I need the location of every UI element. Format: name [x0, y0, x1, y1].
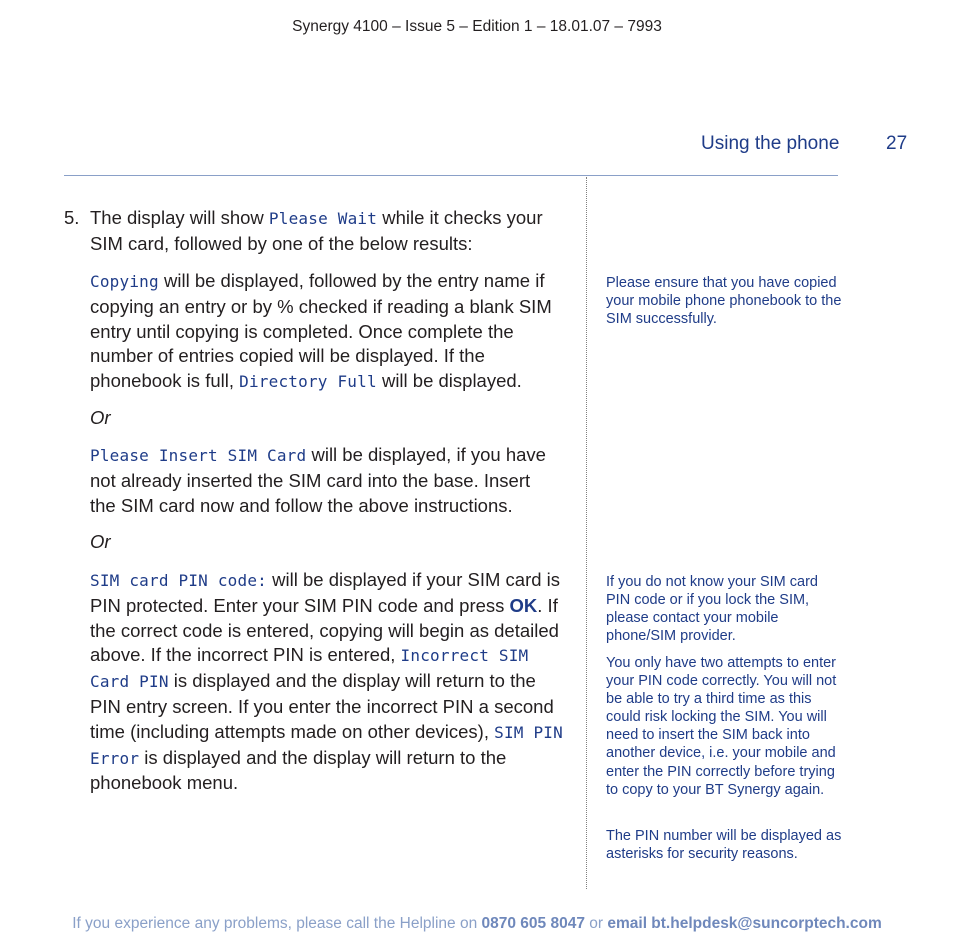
copying-text: will be displayed.	[376, 370, 522, 392]
side-note-pin-unknown: If you do not know your SIM card PIN code or if you lock the SIM, please contact your mobile phone/SIM provider.	[606, 574, 818, 645]
insert-sim-paragraph	[90, 443, 560, 518]
lcd-incorrect-sim-card-pin: Incorrect SIM Card PIN	[90, 646, 529, 692]
side-note-attempts: You only have two attempts to enter your PIN code correctly. You will not be able to try a third time as this could risk locking the SIM. You will need to insert the SIM back into another device, i.e. your mobile and enter the PIN correctly before trying to copy to your BT Synergy again.	[606, 655, 837, 798]
pin-text: is displayed and the display will return to the PIN entry screen. If you enter the incorrect PIN a second time (including attempts made on other devices),	[90, 670, 554, 742]
header-divider	[64, 175, 838, 176]
step-intro-paragraph	[90, 206, 560, 257]
pin-text: . If the correct code is entered, copying will begin as detailed above. If the incorrect PIN is entered,	[90, 594, 559, 666]
side-note-copied: Please ensure that you have copied your mobile phone phonebook to the SIM successfully.	[606, 275, 842, 328]
side-note-asterisks: The PIN number will be displayed as asterisks for security reasons.	[606, 828, 842, 863]
lcd-please-insert-sim-card: Please Insert SIM Card	[90, 446, 307, 465]
footer-text: or	[584, 915, 608, 932]
or-separator: Or	[90, 531, 111, 552]
helpline-footer	[0, 915, 954, 933]
insert-sim-text: will be displayed, if you have not already inserted the SIM card into the base. Insert the SIM card now and follow the above instructions.	[90, 444, 546, 516]
or-separator: Or	[90, 407, 111, 428]
step-intro-text: The display will show	[90, 207, 269, 228]
helpdesk-email: email bt.helpdesk@suncorptech.com	[607, 915, 882, 932]
lcd-please-wait: Please Wait	[268, 209, 378, 228]
lcd-sim-pin-error: SIM PIN Error	[90, 722, 563, 768]
copying-text: will be displayed, followed by the entry name if copying an entry or by % checked if reading a blank SIM entry until copying is completed. Once complete the number of entries copied will be displayed. If the phonebook is full,	[90, 270, 552, 392]
lcd-directory-full: Directory Full	[239, 372, 377, 392]
column-divider	[586, 177, 587, 889]
pin-paragraph	[90, 568, 570, 796]
copying-paragraph	[90, 269, 565, 395]
footer-text: If you experience any problems, please call the Helpline on	[72, 915, 482, 932]
lcd-sim-card-pin-code: SIM card PIN code:	[90, 571, 267, 590]
lcd-copying: Copying	[90, 272, 159, 291]
ok-key-label: OK	[509, 594, 538, 616]
section-title: Using the phone	[701, 133, 840, 154]
step-number: 5.	[64, 207, 80, 228]
document-header: Synergy 4100 – Issue 5 – Edition 1 – 18.01.07 – 7993	[292, 18, 662, 35]
pin-text: is displayed and the display will return to the phonebook menu.	[90, 746, 507, 794]
pin-text: will be displayed if your SIM card is PIN protected. Enter your SIM PIN code and press	[90, 569, 561, 616]
helpline-phone: 0870 605 8047	[481, 915, 585, 932]
page-number: 27	[886, 133, 908, 154]
step-intro-text: while it checks your SIM card, followed by one of the below results:	[90, 207, 543, 254]
